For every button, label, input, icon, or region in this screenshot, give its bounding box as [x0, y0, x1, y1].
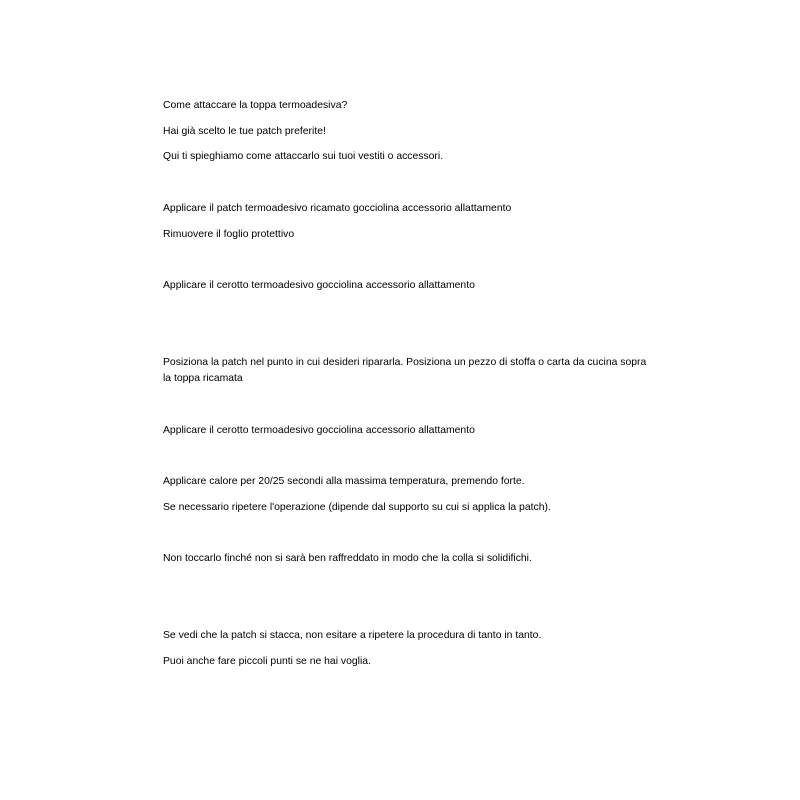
instruction-line: Se necessario ripetere l'operazione (dipende dal supporto su cui si applica la patch). [163, 502, 551, 513]
instruction-line: Applicare il cerotto termoadesivo gocciolina accessorio allattamento [163, 425, 475, 436]
instruction-line: Applicare il patch termoadesivo ricamato gocciolina accessorio allattamento [163, 203, 512, 214]
instruction-line: Applicare calore per 20/25 secondi alla massima temperatura, premendo forte. [163, 476, 525, 487]
instruction-line: Applicare il cerotto termoadesivo gocciolina accessorio allattamento [163, 280, 475, 291]
instruction-line: la toppa ricamata [163, 373, 243, 384]
intro-line: Hai già scelto le tue patch preferite! [163, 126, 326, 137]
instruction-line: Non toccarlo finché non si sarà ben raffreddato in modo che la colla si solidifichi. [163, 553, 532, 564]
instruction-line: Rimuovere il foglio protettivo [163, 229, 295, 240]
tip-line: Se vedi che la patch si stacca, non esitare a ripetere la procedura di tanto in tanto. [163, 630, 542, 641]
intro-line: Qui ti spieghiamo come attaccarlo sui tuoi vestiti o accessori. [163, 151, 444, 162]
document-title: Come attaccare la toppa termoadesiva? [163, 100, 348, 111]
tip-line: Puoi anche fare piccoli punti se ne hai voglia. [163, 656, 371, 667]
instruction-line: Posiziona la patch nel punto in cui desideri ripararla. Posiziona un pezzo di stoffa o carta da cucina sopra [163, 357, 647, 368]
